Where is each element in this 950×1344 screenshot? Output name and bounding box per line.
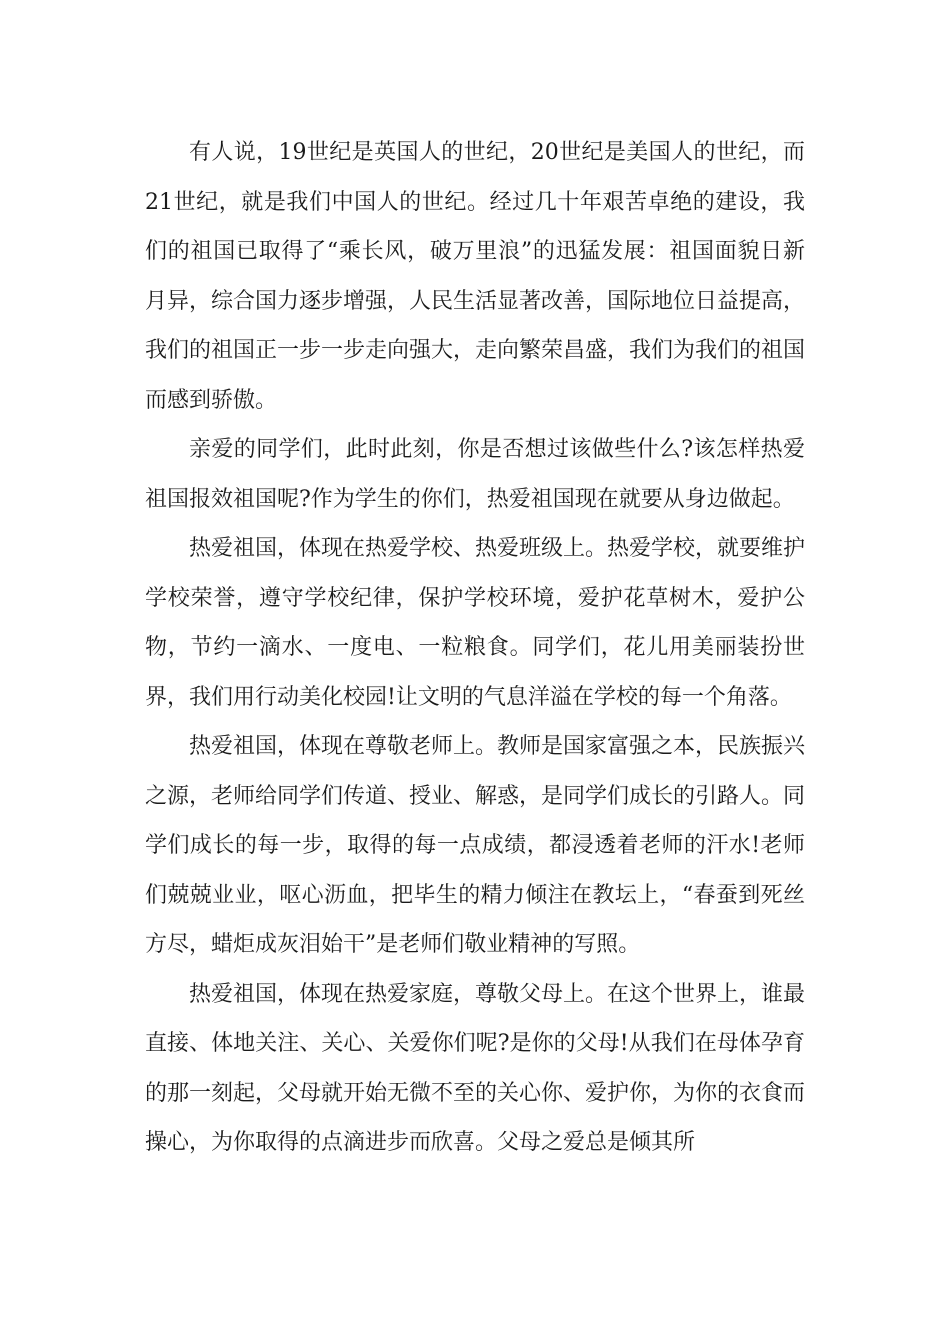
paragraph-3: 热爱祖国，体现在热爱学校、热爱班级上。热爱学校，就要维护学校荣誉，遵守学校纪律，保护学校环境，爱护花草树木，爱护公物，节约一滴水、一度电、一粒粮食。同学们，花儿用美丽装扮世界，我们用行动美化校园!让文明的气息洋溢在学校的每一个角落。 [145,536,806,710]
paragraph-5: 热爱祖国，体现在热爱家庭，尊敬父母上。在这个世界上，谁最直接、体地关注、关心、关爱你们呢?是你的父母!从我们在母体孕育的那一刻起，父母就开始无微不至的关心你、爱护你，为你的衣食而操心，为你取得的点滴进步而欣喜。父母之爱总是倾其所 [145,981,806,1155]
paragraph-4: 热爱祖国，体现在尊敬老师上。教师是国家富强之本，民族振兴之源，老师给同学们传道、授业、解惑，是同学们成长的引路人。同学们成长的每一步，取得的每一点成绩，都浸透着老师的汗水!老师们兢兢业业，呕心沥血，把毕生的精力倾注在教坛上，“春蚕到死丝方尽，蜡炬成灰泪始干”是老师们敬业精神的写照。 [145,734,806,957]
paragraph-2: 亲爱的同学们，此时此刻，你是否想过该做些什么?该怎样热爱祖国报效祖国呢?作为学生的你们，热爱祖国现在就要从身边做起。 [145,437,805,512]
body-text [145,128,805,1168]
paragraph-1: 有人说，19世纪是英国人的世纪，20世纪是美国人的世纪，而21世纪，就是我们中国人的世纪。经过几十年艰苦卓绝的建设，我们的祖国已取得了“乘长风，破万里浪”的迅猛发展：祖国面貌日新月异，综合国力逐步增强，人民生活显著改善，国际地位日益提高，我们的祖国正一步一步走向强大，走向繁荣昌盛，我们为我们的祖国而感到骄傲。 [145,140,806,413]
